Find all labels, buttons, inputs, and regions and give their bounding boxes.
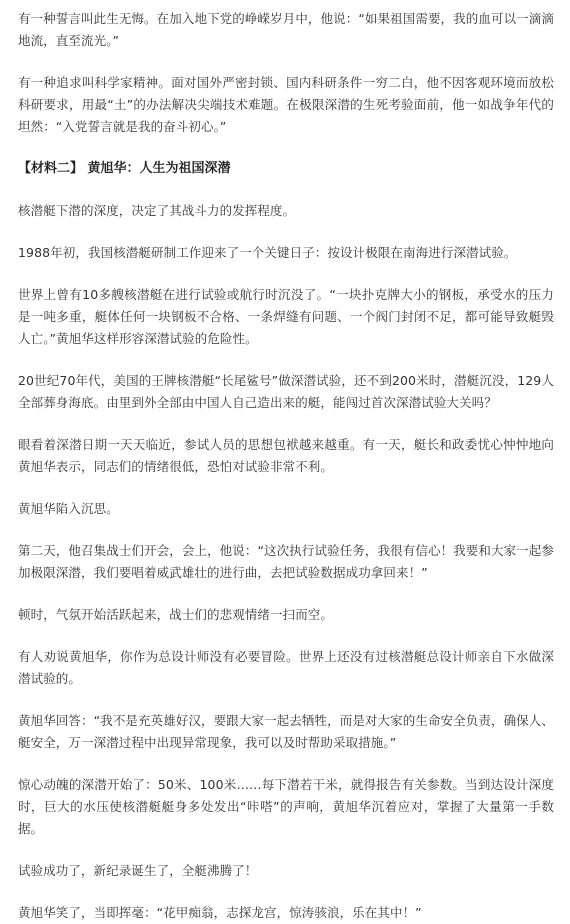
section-heading: 【材料二】 黄旭华：人生为祖国深潜	[18, 161, 231, 176]
paragraph-persuasion: 有人劝说黄旭华，你作为总设计师没有必要冒险。世界上还没有过核潜艇总设计师亲自下水做深潜试验的。	[18, 649, 554, 686]
paragraph-oath: 有一种誓言叫此生无悔。在加入地下党的峥嵘岁月中，他说：“如果祖国需要，我的血可以一滴滴地流，直至流光。”	[18, 11, 554, 48]
paragraph-deep-dive: 惊心动魄的深潜开始了：50米、100米……每下潜若干米，就得报告有关参数。当到达设计深度时，巨大的水压使核潜艇艇身多处发出“咔嗒”的声响，黄旭华沉着应对，掌握了大量第一手数据。	[18, 777, 554, 836]
paragraph-atmosphere: 顿时，气氛开始活跃起来，战士们的悲观情绪一扫而空。	[18, 607, 334, 622]
paragraph-reply: 黄旭华回答：“我不是充英雄好汉，要跟大家一起去牺牲，而是对大家的生命安全负责，确保人、艇安全，万一深潜过程中出现异常现象，我可以及时帮助采取措施。”	[18, 713, 554, 750]
paragraph-scientist-spirit: 有一种追求叫科学家精神。面对国外严密封锁、国内科研条件一穷二白，他不因客观环境而放松科研要求，用最“土”的办法解决尖端技术难题。在极限深潜的生死考验面前，他一如战争年代的坦然：“入党誓言就是我的奋斗初心。”	[18, 75, 554, 134]
paragraph-thresher: 20世纪70年代，美国的王牌核潜艇“长尾鲨号”做深潜试验，还不到200米时，潜艇沉没，129人全部葬身海底。由里到外全部由中国人自己造出来的艇，能闯过首次深潜试验大关吗？	[18, 373, 554, 410]
paragraph-meeting: 第二天，他召集战士们开会，会上，他说：“这次执行试验任务，我很有信心！我要和大家一起参加极限深潜，我们要唱着威武雄壮的进行曲，去把试验数据成功拿回来！”	[18, 543, 554, 580]
paragraph-1988: 1988年初，我国核潜艇研制工作迎来了一个关键日子：按设计极限在南海进行深潜试验。	[18, 245, 517, 260]
paragraph-danger: 世界上曾有10多艘核潜艇在进行试验或航行时沉没了。“一块扑克牌大小的钢板，承受水的压力是一吨多重，艇体任何一块钢板不合格、一条焊缝有问题、一个阀门封闭不足，都可能导致艇毁人亡。”黄旭华这样形容深潜试验的危险性。	[18, 287, 554, 346]
paragraph-poem: 黄旭华笑了，当即挥毫：“花甲痴翁，志探龙宫，惊涛骇浪，乐在其中！”	[18, 905, 422, 920]
paragraph-dive-depth: 核潜艇下潜的深度，决定了其战斗力的发挥程度。	[18, 203, 296, 218]
paragraph-success: 试验成功了，新纪录诞生了，全艇沸腾了！	[18, 863, 258, 878]
paragraph-thinking: 黄旭华陷入沉思。	[18, 501, 119, 516]
paragraph-morale: 眼看着深潜日期一天天临近，参试人员的思想包袱越来越重。有一天，艇长和政委忧心忡忡地向黄旭华表示，同志们的情绪很低，恐怕对试验非常不利。	[18, 437, 554, 474]
